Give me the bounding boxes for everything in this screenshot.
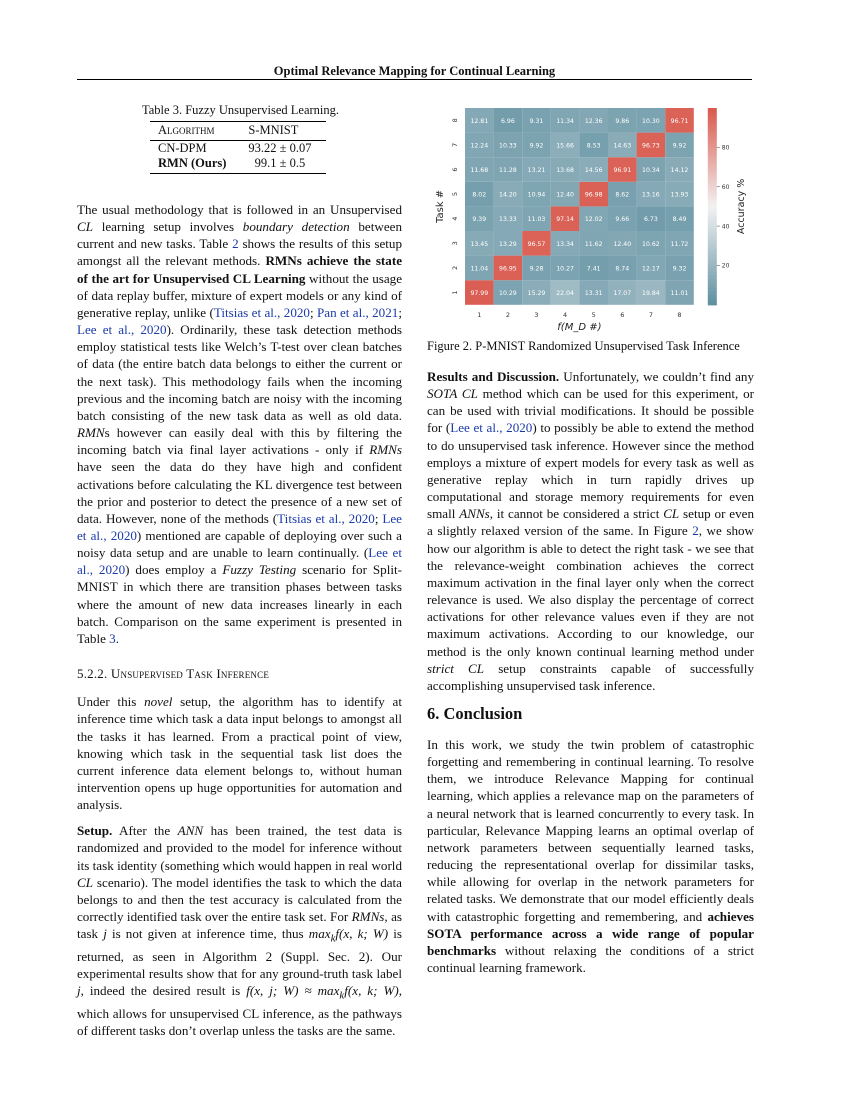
y-tick-label: 1 xyxy=(451,290,459,295)
y-tick-label: 4 xyxy=(451,216,459,221)
y-tick-label: 5 xyxy=(451,192,459,197)
paragraph-setup: Setup. After the ANN has been trained, the test data is randomized and provided to the model for inference without its task identity (something which would happen in real world CL scenario). The model identifies the task to which the data belongs to and then the test accuracy is calculated from the correctly identified task over the entire task set. For RMNs, as task j is not given at inference time, thus $\max_kf(x$, k; W) is returned, as seen in Algorithm 2 (Suppl. Sec. 2). Our experimental results show that for any ground-truth task label j, indeed the desired result is f(x, j; $W) \approx \max_kf(x$, k; W), which allows for unsupervised CL inference, as the pathways of different tasks don’t overlap unless the tasks are the same. xyxy=(77,823,402,1039)
y-tick-label: 7 xyxy=(451,142,459,147)
x-tick-label: 6 xyxy=(620,310,625,319)
x-axis-label: f(M_D #) xyxy=(557,321,602,333)
heatmap-cell-label: 8.74 xyxy=(615,265,630,273)
heatmap-cell-label: 97.14 xyxy=(556,216,574,224)
heatmap-cell-label: 11.72 xyxy=(670,240,689,248)
heatmap-cell-label: 8.02 xyxy=(472,191,487,199)
heatmap-cell-label: 11.01 xyxy=(670,290,689,297)
figure-caption-text: P-MNIST Randomized Unsupervised Task Inference xyxy=(475,339,740,353)
heatmap-cell-label: 10.27 xyxy=(556,265,574,273)
x-tick-label: 3 xyxy=(534,310,539,319)
table-cell-algorithm: RMN (Ours) xyxy=(150,156,240,174)
heatmap-cell-label: 8.49 xyxy=(672,216,687,224)
heatmap-cell-label: 9.39 xyxy=(472,216,487,224)
heatmap-cell-label: 13.68 xyxy=(556,167,574,174)
heatmap-cell-label: 14.20 xyxy=(499,191,517,199)
heatmap-cell-label: 12.02 xyxy=(584,216,603,224)
heatmap-cell-label: 11.28 xyxy=(499,167,517,174)
heatmap-cell-label: 22.04 xyxy=(556,290,574,297)
citation-link[interactable]: Lee et al., 2020 xyxy=(77,545,402,578)
heatmap-cell-label: 9.86 xyxy=(615,117,630,125)
table-caption-label: Table 3. xyxy=(142,103,183,117)
heatmap-cell-label: 11.03 xyxy=(527,216,546,224)
heatmap-cell-label: 10.30 xyxy=(642,117,660,125)
figure-caption-label: Figure 2. xyxy=(427,339,473,353)
figure-2-caption xyxy=(427,339,740,354)
heatmap-cell-label: 9.32 xyxy=(672,265,687,273)
heatmap-cell-label: 9.92 xyxy=(529,142,544,150)
citation-link[interactable]: Lee et al., 2020 xyxy=(77,322,167,338)
paragraph-conclusion: In this work, we study the twin problem of catastrophic forgetting and remembering in continual learning. To resolve them, we introduce Relevance Mapping for continual learning, which applies a relevance map on the parameters of a neural network that is learned concurrently to every task. In particular, Relevance Mapping learns an optimal overlap of network parameters between sequentially learned tasks, reducing the representational overlap for dissimilar tasks, while allowing for overlap in the network parameters for related tasks. We demonstrate that our model efficiently deals with catastrophic forgetting and remembering, and achieves SOTA performance across a wide range of popular benchmarks without relaxing the conditions of a strict continual learning framework. xyxy=(427,737,754,976)
heatmap-cell-label: 13.16 xyxy=(642,191,660,199)
heatmap-cell-label: 13.33 xyxy=(499,216,517,224)
heatmap-cell-label: 96.71 xyxy=(670,117,689,125)
x-tick-label: 1 xyxy=(477,310,482,319)
heatmap-cell-label: 8.53 xyxy=(586,142,601,150)
heatmap-cell-label: 8.62 xyxy=(615,191,630,199)
x-tick-label: 4 xyxy=(563,310,568,319)
table-cell-value: 93.22 ± 0.07 xyxy=(248,141,312,155)
heatmap-cell-label: 96.98 xyxy=(584,191,603,199)
heatmap-cell-label: 96.73 xyxy=(642,142,660,150)
heatmap-cell-label: 9.92 xyxy=(672,142,687,150)
heatmap-cell-label: 9.28 xyxy=(529,265,544,273)
heatmap-cell-label: 10.29 xyxy=(499,290,517,297)
heatmap-cell-label: 11.68 xyxy=(470,167,489,174)
y-axis-label: Task # xyxy=(435,189,446,223)
heatmap-cell-label: 12.40 xyxy=(556,191,574,199)
colorbar-tick-label: 40 xyxy=(721,223,730,231)
heatmap-cell-label: 13.93 xyxy=(670,191,689,199)
table-caption-text: Fuzzy Unsupervised Learning. xyxy=(185,103,339,117)
heatmap-cell-label: 15.66 xyxy=(556,142,574,150)
heatmap-cell-label: 6.73 xyxy=(644,216,658,224)
colorbar-segment xyxy=(708,302,717,306)
heatmap-cell-label: 10.34 xyxy=(642,167,660,174)
colorbar-tick-label: 20 xyxy=(721,262,730,270)
heatmap-cell-label: 11.62 xyxy=(584,240,603,248)
heatmap-cell-label: 10.94 xyxy=(527,191,546,199)
table-ref-link[interactable]: 2 xyxy=(232,236,239,252)
table-cell-value: 99.1 ± 0.5 xyxy=(240,156,325,174)
citation-link[interactable]: Titsias et al., 2020 xyxy=(213,304,310,320)
heatmap-cell-label: 7.41 xyxy=(586,265,601,273)
heatmap-cell-label: 15.29 xyxy=(527,290,546,297)
right-column-conclusion xyxy=(427,736,754,976)
table-ref-link[interactable]: 3 xyxy=(109,630,116,646)
y-tick-label: 8 xyxy=(451,118,459,123)
table-cell-algorithm: CN-DPM xyxy=(158,141,207,155)
heatmap-cell-label: 12.24 xyxy=(470,142,489,150)
citation-link[interactable]: Pan et al., 2021 xyxy=(316,304,399,320)
colorbar-tick-label: 60 xyxy=(721,183,730,191)
x-tick-label: 2 xyxy=(505,310,510,319)
left-column-body xyxy=(77,201,402,1039)
heatmap-cell-label: 14.63 xyxy=(613,142,632,150)
heatmap-cell-label: 10.62 xyxy=(642,240,660,248)
citation-link[interactable]: Lee et al., 2020 xyxy=(77,510,402,543)
heatmap-cell-label: 13.21 xyxy=(527,167,546,174)
heatmap-cell-label: 17.07 xyxy=(613,290,632,297)
figure-ref-link[interactable]: 2 xyxy=(692,523,699,539)
heatmap-cell-label: 12.17 xyxy=(642,265,660,273)
heatmap-cell-label: 10.33 xyxy=(499,142,517,150)
heatmap-cell-label: 9.31 xyxy=(529,117,544,125)
heatmap-cell-label: 14.56 xyxy=(584,167,603,174)
paragraph-unsupervised-cl: The usual methodology that is followed in an Unsupervised CL learning setup involves boundary detection between current and new tasks. Table 2 shows the results of this setup amongst all the relevant methods. RMNs achieve the state of the art for Unsupervised CL Learning without the usage of data replay buffer, mixture of expert models or any kind of generative replay, unlike (Titsias et al., 2020; Pan et al., 2021; Lee et al., 2020). Ordinarily, these task detection methods employ statistical tests like Welch’s T-test over clean batches of data (the entire batch data belongs to either the current or the next task). This methodology fails when the incoming previous and the incoming batch are noisy with the incoming batch consisting of the new task data as well as old data. RMNs however can easily deal with this by filtering the incoming batch via final layer activations - only if RMNs have seen the data do they have high and confident activations before calculating the KL divergence test between the prior and posterior to detect the presence of a new set of data. However, none of the methods (Titsias et al., 2020; Lee et al., 2020) mentioned are capable of deploying over such a noisy data setup and are unable to learn continually. (Lee et al., 2020) does employ a Fuzzy Testing scenario for Split-MNIST in which there are transition phases between tasks where the amount of new data increases linearly in each batch. Comparison on the same experiment is presented in Table 3. xyxy=(77,202,403,646)
heatmap-cell-label: 97.99 xyxy=(470,290,489,297)
heatmap-cell-label: 12.36 xyxy=(584,117,603,125)
table-col-algorithm: Algorithm xyxy=(150,122,240,141)
table-col-smnist: S-MNIST xyxy=(240,122,325,141)
heatmap-cell-label: 13.31 xyxy=(584,290,603,297)
heatmap-cell-label: 9.66 xyxy=(615,216,630,224)
x-tick-label: 5 xyxy=(591,310,596,319)
x-tick-label: 8 xyxy=(677,310,682,319)
heatmap-cell-label: 13.29 xyxy=(499,240,517,248)
heatmap-cell-label: 12.81 xyxy=(470,117,489,125)
heatmap-cell-label: 6.96 xyxy=(501,117,515,125)
y-tick-label: 3 xyxy=(451,241,459,246)
heatmap-cell-label: 96.91 xyxy=(613,167,632,174)
section-heading-conclusion: 6. Conclusion xyxy=(427,704,523,723)
running-header: Optimal Relevance Mapping for Continual Learning xyxy=(273,64,556,78)
colorbar-tick-label: 80 xyxy=(721,144,730,152)
figure-2-heatmap xyxy=(427,100,752,337)
heatmap-cell-label: 11.34 xyxy=(556,117,574,125)
paragraph-task-inference: Under this novel setup, the algorithm has to identify at inference time which task a data input belongs to amongst all the tasks it has learned. From a practical point of view, knowing which task in the sequential task list does the current inference data element belongs to, without human intervention opens up huge opportunities for automation and analysis. xyxy=(77,694,402,813)
subsection-heading: 5.2.2. Unsupervised Task Inference xyxy=(77,666,270,682)
heatmap-cell-label: 19.84 xyxy=(642,290,660,297)
table-3-caption xyxy=(142,103,339,118)
citation-link[interactable]: Lee et al., 2020 xyxy=(450,420,533,436)
table-3 xyxy=(150,121,326,174)
heatmap-cell-label: 96.95 xyxy=(499,265,517,273)
heatmap-cell-label: 96.57 xyxy=(527,240,546,248)
header-rule xyxy=(77,79,752,80)
heatmap-cell-label: 12.40 xyxy=(613,240,632,248)
heatmap-cell-label: 14.12 xyxy=(670,167,689,174)
x-tick-label: 7 xyxy=(648,310,653,319)
heatmap-cell-label: 13.45 xyxy=(470,240,489,248)
y-tick-label: 2 xyxy=(451,265,459,270)
right-column-results xyxy=(427,368,754,694)
citation-link[interactable]: Titsias et al., 2020 xyxy=(277,510,375,526)
heatmap-cell-label: 11.04 xyxy=(470,265,489,273)
y-tick-label: 6 xyxy=(451,167,459,172)
colorbar-label: Accuracy % xyxy=(735,178,747,235)
paragraph-results: Results and Discussion. Unfortunately, we couldn’t find any SOTA CL method which can be used for this experiment, or can be used with trivial modifications. It should be possible for (Lee et al., 2020) to possibly be able to extend the method to do unsupervised task inference. However since the method employs a mixture of expert models for every task as well as generative replay which in turn rapidly drives up computational and storage memory requirements for even small ANNs, it cannot be considered a strict CL setup or even a slightly relaxed version of the same. In Figure 2, we show how our algorithm is able to detect the right task - we see that the relevance-weight combination achieves the correct maximum activation in the final layer only when the correct relevance is used. We also display the percentage of correct activations for other relevance values even if they are not maximum activations. According to our knowledge, our method is the only known continual learning method under strict CL setup constraints capable of successfully accomplishing unsupervised task inference. xyxy=(427,369,754,693)
heatmap-cell-label: 13.34 xyxy=(556,240,574,248)
